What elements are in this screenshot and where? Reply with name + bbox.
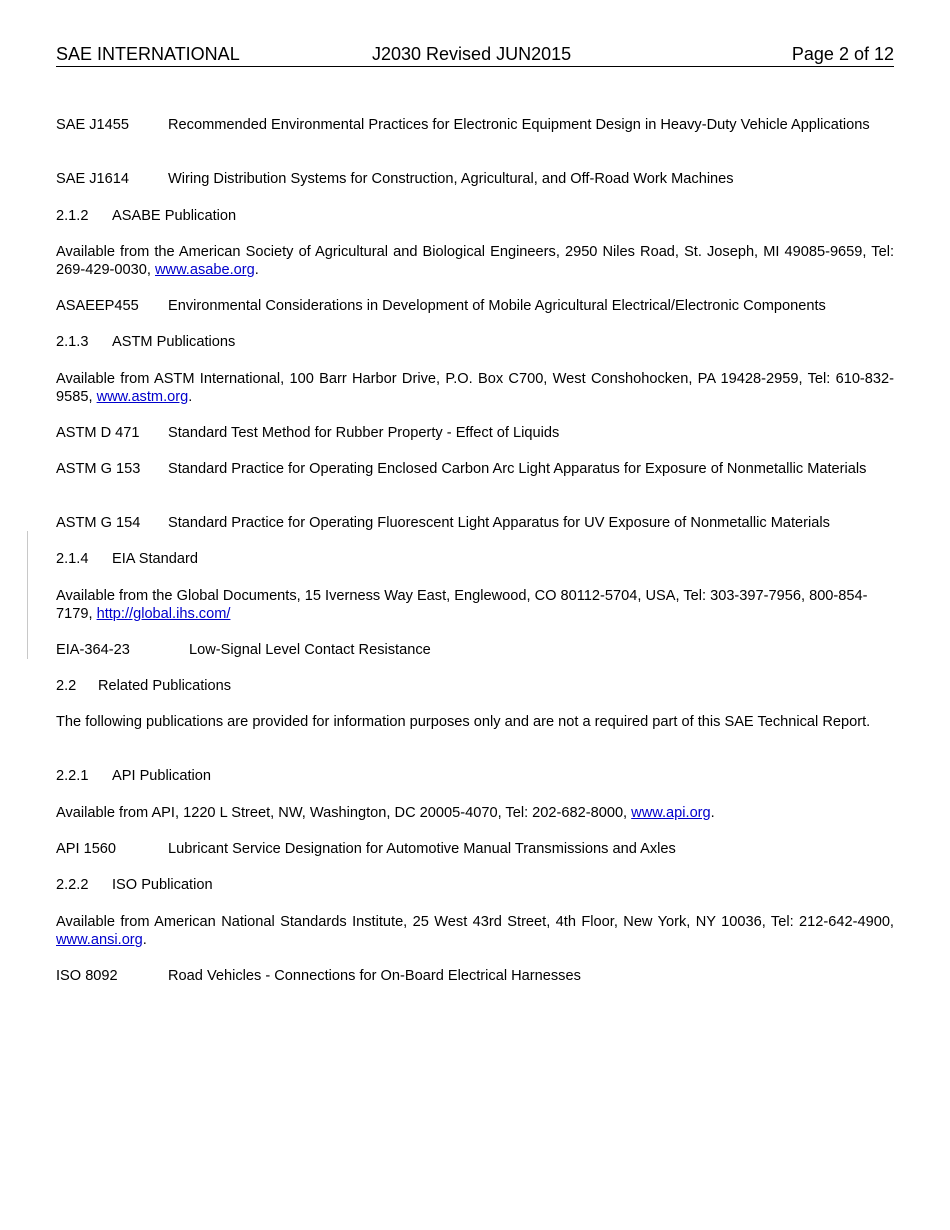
header-doc-id: J2030 Revised JUN2015 [372,44,572,64]
paragraph-text: The following publications are provided for information purposes only and are not a required part of this SAE Technical Report. [56,714,871,730]
page-header [56,44,894,67]
section-heading-2-2 [56,677,894,695]
section-heading-2-1-3 [56,333,894,351]
paragraph-end: . [142,932,147,948]
paragraph-text: Available from American National Standards Institute, 25 West 43rd Street, 4th Floor, New York, NY 10036, Tel: 212-642-4900, [56,914,894,930]
reference-code: ASTM G 154 [56,515,141,531]
ihs-link[interactable]: http://global.ihs.com/ [96,606,231,622]
section-title: ISO Publication [112,877,213,893]
reference-iso-8092 [56,967,894,985]
header-page-number: Page 2 of 12 [791,44,894,64]
astm-link[interactable]: www.astm.org [96,389,189,405]
paragraph-eia-availability [56,587,894,623]
reference-code: API 1560 [56,841,117,857]
section-heading-2-1-2 [56,207,894,225]
section-title: Related Publications [98,678,232,694]
reference-title: Road Vehicles - Connections for On-Board Electrical Harnesses [168,968,581,984]
reference-astm-g154 [56,514,894,532]
paragraph-iso-availability [56,913,894,949]
section-number: 2.1.3 [56,334,89,350]
reference-title: Environmental Considerations in Development of Mobile Agricultural Electrical/Electronic Components [168,298,826,314]
reference-title: Standard Practice for Operating Enclosed Carbon Arc Light Apparatus for Exposure of Nonmetallic Materials [168,461,867,477]
reference-sae-j1614 [56,170,894,188]
reference-code: ASTM D 471 [56,425,140,441]
paragraph-text: Available from the Global Documents, 15 Iverness Way East, Englewood, CO 80112-5704, USA, Tel: 303-397-7956, 800-854-7179, [56,588,868,622]
reference-title: Wiring Distribution Systems for Construction, Agricultural, and Off-Road Work Machines [168,171,734,187]
reference-code: EIA-364-23 [56,642,130,658]
reference-title: Standard Test Method for Rubber Property - Effect of Liquids [168,425,560,441]
reference-code: ASTM G 153 [56,461,141,477]
paragraph-api-availability [56,804,894,822]
paragraph-text: Available from API, 1220 L Street, NW, Washington, DC 20005-4070, Tel: 202-682-8000, [56,805,632,821]
revision-bar [27,531,28,659]
paragraph-text: Available from the American Society of Agricultural and Biological Engineers, 2950 Niles Road, St. Joseph, MI 49085-9659, Tel: 269-429-0030, [56,244,894,278]
reference-code: SAE J1455 [56,117,130,133]
api-link[interactable]: www.api.org [631,805,711,821]
reference-code: ASAEEP455 [56,298,139,314]
reference-title: Standard Practice for Operating Fluorescent Light Apparatus for UV Exposure of Nonmetallic Materials [168,515,830,531]
paragraph-text: Available from ASTM International, 100 Barr Harbor Drive, P.O. Box C700, West Conshohocken, PA 19428-2959, Tel: 610-832-9585, [56,371,894,405]
section-number: 2.1.4 [56,551,89,567]
paragraph-asabe-availability [56,243,894,279]
section-title: API Publication [112,768,211,784]
reference-code: ISO 8092 [56,968,118,984]
section-number: 2.1.2 [56,208,89,224]
section-heading-2-2-1 [56,767,894,785]
section-heading-2-2-2 [56,876,894,894]
reference-asaeep455 [56,297,894,315]
section-number: 2.2.2 [56,877,89,893]
reference-astm-g153 [56,460,894,478]
section-heading-2-1-4 [56,550,894,568]
section-title: ASTM Publications [112,334,236,350]
section-number: 2.2 [56,678,77,694]
reference-api-1560 [56,840,894,858]
section-number: 2.2.1 [56,768,89,784]
reference-eia-364-23 [56,641,894,659]
reference-sae-j1455 [56,116,894,134]
paragraph-end: . [710,805,715,821]
reference-title: Low-Signal Level Contact Resistance [189,642,431,658]
reference-code: SAE J1614 [56,171,130,187]
section-title: EIA Standard [112,551,199,567]
paragraph-end: . [254,262,259,278]
reference-title: Lubricant Service Designation for Automotive Manual Transmissions and Axles [168,841,676,857]
paragraph-astm-availability [56,370,894,406]
header-org: SAE INTERNATIONAL [56,44,240,64]
paragraph-end: . [188,389,193,405]
reference-astm-d471 [56,424,894,442]
section-title: ASABE Publication [112,208,237,224]
paragraph-related-publications [56,713,894,731]
asabe-link[interactable]: www.asabe.org [155,262,255,278]
reference-title: Recommended Environmental Practices for Electronic Equipment Design in Heavy-Duty Vehicle Applications [168,117,870,133]
ansi-link[interactable]: www.ansi.org [56,932,143,948]
